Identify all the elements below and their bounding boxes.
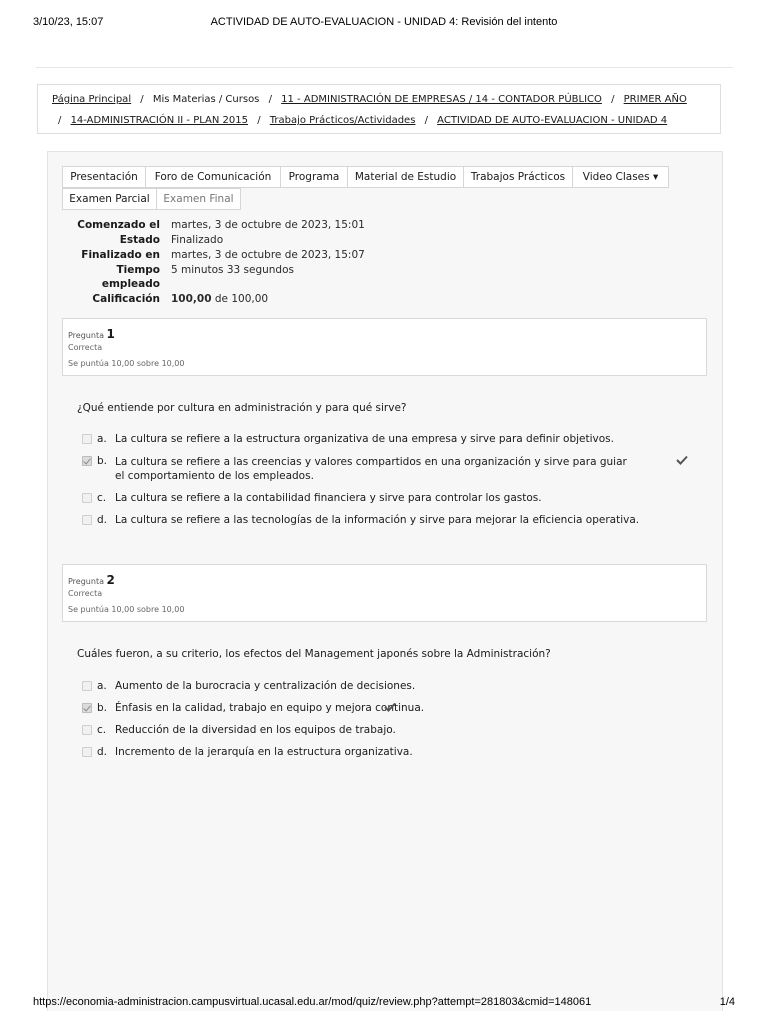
question-info-2	[62, 564, 707, 622]
checkbox[interactable]	[82, 434, 92, 444]
question-info-1	[62, 318, 707, 376]
question-number	[68, 573, 115, 587]
breadcrumb-separator: /	[611, 94, 615, 105]
question-text-2: Cuáles fueron, a su criterio, los efectos del Management japonés sobre la Administración?	[77, 648, 551, 660]
option-letter: a.	[97, 433, 107, 445]
finished-value: martes, 3 de octubre de 2023, 15:07	[171, 249, 365, 261]
checkbox-checked[interactable]	[82, 703, 92, 713]
breadcrumb-activity-link[interactable]: ACTIVIDAD DE AUTO-EVALUACION - UNIDAD 4	[437, 115, 668, 126]
breadcrumb-line-1	[52, 94, 687, 105]
option-text: Reducción de la diversidad en los equipos de trabajo.	[115, 724, 396, 736]
breadcrumb-section-link[interactable]: Trabajo Prácticos/Actividades	[269, 115, 416, 126]
state-value: Finalizado	[171, 234, 224, 246]
checkbox[interactable]	[82, 515, 92, 525]
time-value: 5 minutos 33 segundos	[171, 264, 294, 276]
option-text: La cultura se refiere a las creencias y valores compartidos en una organización y sirve para guiar el comportamiento de los empleados.	[115, 456, 627, 482]
question-prefix: Pregunta	[68, 331, 104, 340]
breadcrumb	[37, 84, 721, 134]
check-icon	[384, 702, 396, 712]
breadcrumb-career-link[interactable]: 11 - ADMINISTRACIÓN DE EMPRESAS / 14 - CONTADOR PÚBLICO	[281, 94, 602, 105]
breadcrumb-line-2	[58, 115, 667, 126]
tab-examen-final[interactable]: Examen Final	[156, 188, 241, 210]
print-datetime: 3/10/23, 15:07	[33, 16, 104, 28]
checkbox-checked[interactable]	[82, 456, 92, 466]
question-text-1: ¿Qué entiende por cultura en administración y para qué sirve?	[77, 402, 407, 414]
print-page-number: 1/4	[719, 996, 735, 1008]
breadcrumb-year-link[interactable]: PRIMER AÑO	[623, 94, 687, 105]
grade-value-rest: de 100,00	[211, 293, 269, 305]
started-value: martes, 3 de octubre de 2023, 15:01	[171, 219, 365, 231]
question-grade: Se puntúa 10,00 sobre 10,00	[68, 605, 185, 614]
breadcrumb-my-courses: Mis Materias / Cursos	[152, 94, 260, 105]
tab-foro[interactable]: Foro de Comunicación	[145, 166, 281, 188]
option-letter: c.	[97, 724, 107, 736]
breadcrumb-separator: /	[257, 115, 261, 126]
question-number-value: 1	[106, 327, 115, 341]
breadcrumb-separator: /	[268, 94, 272, 105]
started-label: Comenzado el	[77, 219, 160, 231]
grade-value-bold: 100,00	[171, 293, 212, 305]
option-letter: d.	[97, 746, 108, 758]
breadcrumb-course-link[interactable]: 14-ADMINISTRACIÓN II - PLAN 2015	[70, 115, 248, 126]
question-number-value: 2	[106, 573, 115, 587]
option-letter: b.	[97, 702, 108, 714]
question-state: Correcta	[68, 343, 103, 352]
check-icon	[676, 455, 688, 465]
option-letter: a.	[97, 680, 107, 692]
option-text: Énfasis en la calidad, trabajo en equipo y mejora continua.	[115, 702, 425, 714]
option-letter: b.	[97, 455, 108, 467]
breadcrumb-home-link[interactable]: Página Principal	[52, 94, 132, 105]
option-letter: d.	[97, 514, 108, 526]
tab-examen-parcial[interactable]: Examen Parcial	[62, 188, 157, 210]
checkbox[interactable]	[82, 493, 92, 503]
question-number	[68, 327, 115, 341]
tab-material[interactable]: Material de Estudio	[347, 166, 464, 188]
question-state: Correcta	[68, 589, 103, 598]
tab-trabajos[interactable]: Trabajos Prácticos	[463, 166, 573, 188]
question-grade: Se puntúa 10,00 sobre 10,00	[68, 359, 185, 368]
option-text: Aumento de la burocracia y centralización de decisiones.	[115, 680, 416, 692]
option-text: La cultura se refiere a la contabilidad financiera y sirve para controlar los gastos.	[115, 492, 542, 504]
breadcrumb-separator: /	[424, 115, 428, 126]
tab-presentacion[interactable]: Presentación	[62, 166, 146, 188]
print-footer	[33, 996, 735, 1012]
print-header	[33, 16, 735, 32]
tab-video-clases[interactable]: Video Clases ▾	[572, 166, 669, 188]
print-title: ACTIVIDAD DE AUTO-EVALUACION - UNIDAD 4: Revisión del intento	[210, 16, 558, 28]
breadcrumb-separator: /	[58, 115, 62, 126]
checkbox[interactable]	[82, 747, 92, 757]
finished-label: Finalizado en	[81, 249, 160, 261]
print-url: https://economia-administracion.campusvirtual.ucasal.edu.ar/mod/quiz/review.php?attempt=281803&cmid=148061	[33, 996, 592, 1008]
option-text: Incremento de la jerarquía en la estructura organizativa.	[115, 746, 413, 758]
option-text: La cultura se refiere a las tecnologías de la información y sirve para mejorar la eficiencia operativa.	[115, 514, 640, 526]
checkbox[interactable]	[82, 725, 92, 735]
checkbox[interactable]	[82, 681, 92, 691]
breadcrumb-separator: /	[140, 94, 144, 105]
grade-value	[171, 293, 268, 305]
state-label: Estado	[119, 234, 160, 246]
question-prefix: Pregunta	[68, 577, 104, 586]
divider	[36, 67, 733, 68]
grade-label: Calificación	[92, 293, 160, 305]
option-letter: c.	[97, 492, 107, 504]
tab-programa[interactable]: Programa	[280, 166, 348, 188]
time-label-line-1: Tiempo	[116, 264, 160, 276]
option-text: La cultura se refiere a la estructura organizativa de una empresa y sirve para definir objetivos.	[115, 433, 614, 445]
time-label-line-2: empleado	[101, 278, 160, 290]
